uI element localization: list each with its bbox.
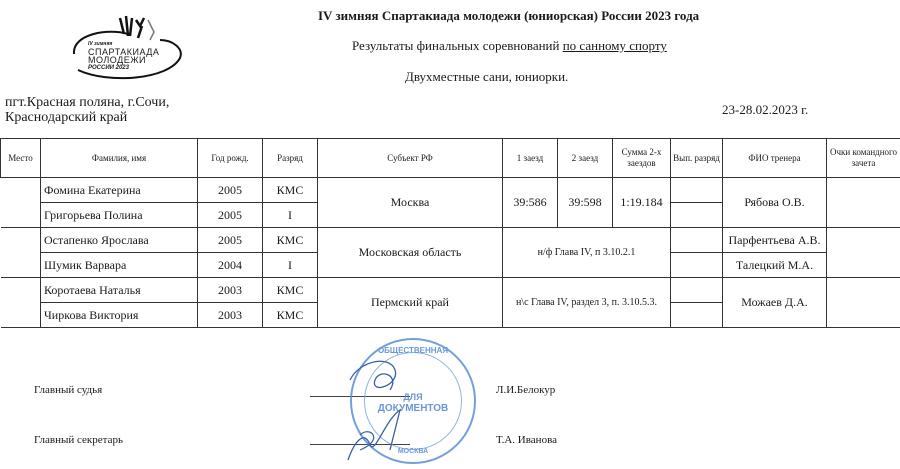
achieved-rank	[671, 253, 723, 278]
achieved-rank	[671, 178, 723, 203]
venue	[5, 95, 169, 125]
birth-year: 2003	[198, 303, 263, 328]
stamp-top-text: ОБЩЕСТВЕННАЯ	[377, 346, 449, 355]
logo-text	[88, 40, 159, 72]
chief-secretary-name: Т.А. Иванова	[496, 434, 558, 446]
birth-year: 2005	[198, 178, 263, 203]
rank: I	[263, 253, 318, 278]
athlete-name: Шумик Варвара	[41, 253, 198, 278]
col-team-points: Очки командного зачета	[827, 139, 900, 178]
chief-judge-name: Л.И.Белокур	[496, 384, 556, 396]
achieved-rank	[671, 303, 723, 328]
document-title: IV зимняя Спартакиада молодежи (юниорская) России 2023 года	[318, 8, 700, 23]
col-run-1: 1 заезд	[503, 139, 558, 178]
col-total: Сумма 2-х заездов	[613, 139, 671, 178]
results-table	[0, 138, 900, 328]
athlete-name: Фомина Екатерина	[41, 178, 198, 203]
stamp-center-1: ДЛЯ	[403, 392, 423, 402]
chief-judge-label: Главный судья	[34, 384, 103, 396]
birth-year: 2005	[198, 203, 263, 228]
col-name: Фамилия, имя	[41, 139, 198, 178]
subtitle-sport: по санному спорту	[562, 38, 667, 53]
discipline: Двухместные сани, юниорки.	[405, 69, 569, 84]
coach: Парфентьева А.В.	[723, 228, 827, 253]
region: Москва	[318, 178, 503, 228]
run-2: 39:598	[558, 178, 613, 228]
stamp-bottom-text: МОСКВА	[397, 448, 429, 455]
region: Пермский край	[318, 278, 503, 328]
logo-line-3: МОЛОДЕЖИ	[88, 55, 146, 65]
event-dates: 23-28.02.2023 г.	[722, 102, 809, 117]
birth-year: 2005	[198, 228, 263, 253]
col-rank: Разряд	[263, 139, 318, 178]
subtitle-prefix: Результаты финальных соревнований	[352, 38, 563, 53]
achieved-rank	[671, 228, 723, 253]
coach: Можаев Д.А.	[723, 278, 827, 328]
result-note: н\с Глава IV, раздел 3, п. 3.10.5.3.	[503, 278, 671, 328]
region: Московская область	[318, 228, 503, 278]
col-region: Субъект РФ	[318, 139, 503, 178]
run-1: 39:586	[503, 178, 558, 228]
birth-year: 2004	[198, 253, 263, 278]
logo-line-1: IV зимняя	[88, 41, 113, 47]
col-coach: ФИО тренера	[723, 139, 827, 178]
table-header-row	[1, 139, 900, 178]
col-birth-year: Год рожд.	[198, 139, 263, 178]
col-achieved-rank: Вып. разряд	[671, 139, 723, 178]
spartakiad-logo	[68, 14, 186, 84]
rank: КМС	[263, 303, 318, 328]
rank: КМС	[263, 278, 318, 303]
col-place: Место	[1, 139, 41, 178]
achieved-rank	[671, 203, 723, 228]
birth-year: 2003	[198, 278, 263, 303]
col-run-2: 2 заезд	[558, 139, 613, 178]
venue-line-1: пгт.Красная поляна, г.Сочи,	[5, 95, 170, 110]
signature-scribble-icon	[340, 350, 420, 465]
result-note: н/ф Глава IV, п 3.10.2.1	[503, 228, 671, 278]
team-points	[827, 228, 900, 278]
achieved-rank	[671, 278, 723, 303]
rank: I	[263, 203, 318, 228]
team-points	[827, 178, 900, 228]
logo-line-2: СПАРТАКИАДА	[88, 47, 160, 57]
stamp-center-2: ДОКУМЕНТОВ	[377, 403, 449, 414]
total-time: 1:19.184	[613, 178, 671, 228]
athlete-name: Чиркова Виктория	[41, 303, 198, 328]
venue-line-2: Краснодарский край	[5, 110, 128, 125]
table-row	[1, 178, 900, 203]
coach: Рябова О.В.	[723, 178, 827, 228]
place-cell	[1, 278, 41, 328]
athlete-name: Коротаева Наталья	[41, 278, 198, 303]
place-cell	[1, 178, 41, 228]
rank: КМС	[263, 178, 318, 203]
chief-secretary-label: Главный секретарь	[34, 434, 123, 446]
coach: Талецкий М.А.	[723, 253, 827, 278]
logo-line-4: РОССИИ 2023	[88, 65, 129, 71]
rank: КМС	[263, 228, 318, 253]
table-row	[1, 228, 900, 253]
athlete-name: Остапенко Ярослава	[41, 228, 198, 253]
table-row	[1, 278, 900, 303]
place-cell	[1, 228, 41, 278]
document-subtitle	[352, 38, 667, 54]
team-points	[827, 278, 900, 328]
athlete-name: Григорьева Полина	[41, 203, 198, 228]
